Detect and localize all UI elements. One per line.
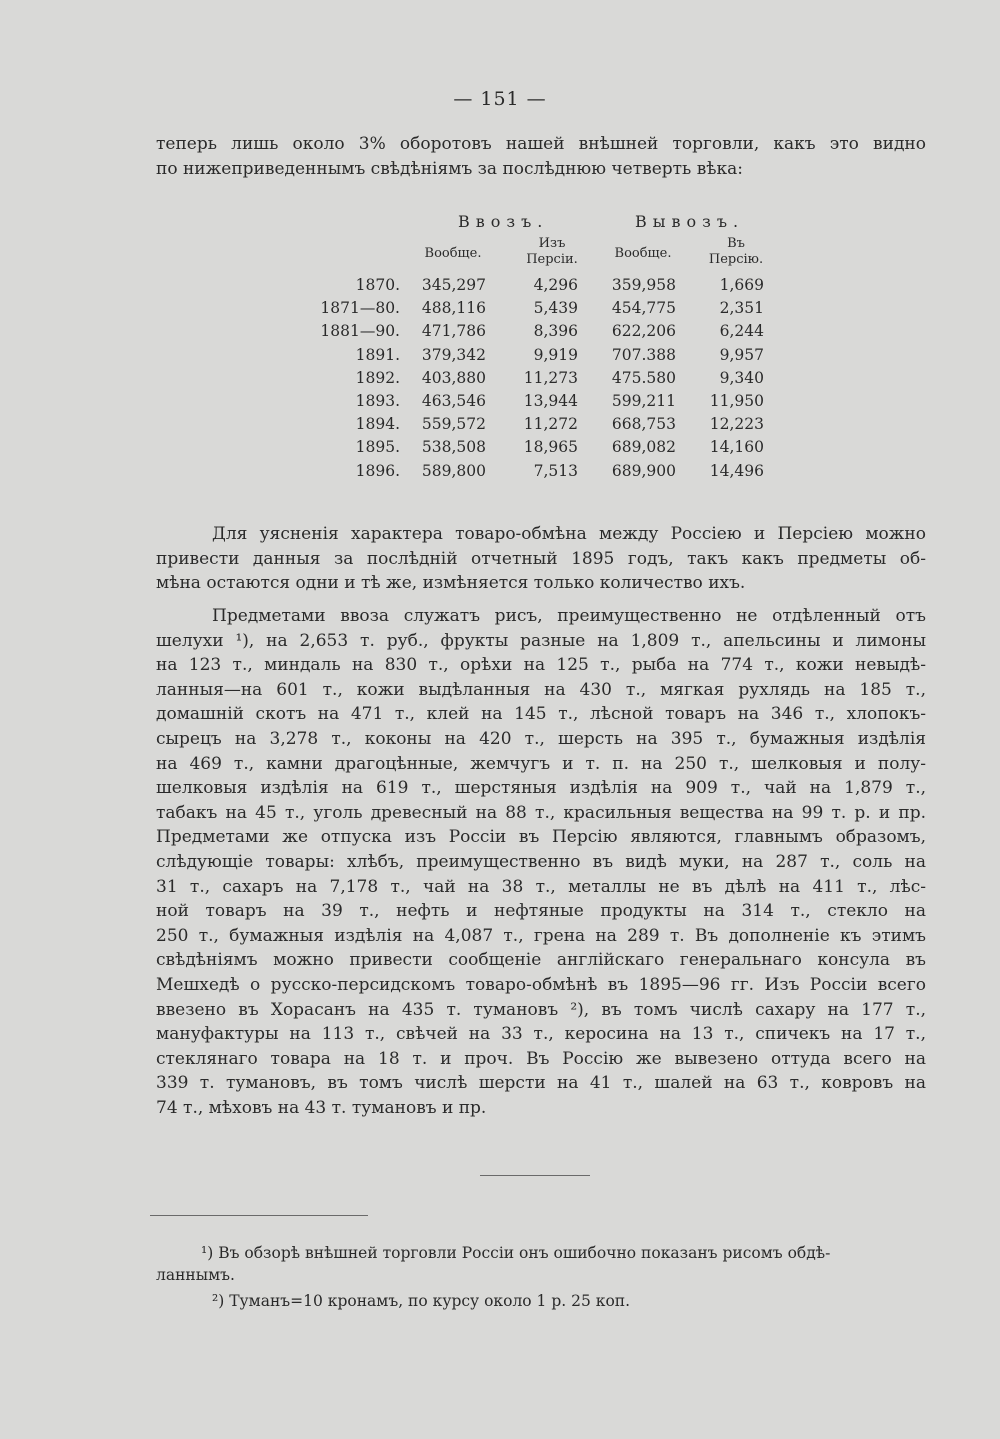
- para1-line: Для уясненія характера товаро-обмѣна между Россіею и Персіею можно: [212, 524, 926, 544]
- para2-line: мануфактуры на 113 т., свѣчей на 33 т., керосина на 13 т., спичекъ на 17 т.,: [156, 1024, 926, 1045]
- table-cell-imp-persia: 9,919: [533, 345, 578, 364]
- table-cell-imp-total: 403,880: [421, 368, 486, 387]
- table-cell-imp-total: 463,546: [421, 392, 486, 410]
- table-cell-exp-persia: 14,496: [709, 461, 764, 480]
- table-cell-exp-total: 707.388: [611, 345, 676, 364]
- table-cell-exp-persia: 14,160: [709, 438, 764, 457]
- table-row: [300, 415, 780, 437]
- paragraph-goods: [156, 604, 926, 1120]
- table-cell-year: 1894.: [355, 415, 400, 434]
- table-cell-imp-total: 559,572: [421, 415, 486, 434]
- table-cell-imp-persia: 4,296: [533, 276, 578, 294]
- table-row: [300, 276, 780, 298]
- table-cell-year: 1870.: [355, 276, 400, 294]
- para2-line: шелковыя издѣлія на 619 т., шерстяныя издѣлія на 909 т., чай на 1,879 т.,: [156, 778, 926, 799]
- table-row: [300, 462, 780, 484]
- table-row: [300, 346, 780, 368]
- table-cell-exp-total: 689,900: [611, 461, 676, 480]
- para2-line: 339 т. тумановъ, въ томъ числѣ шерсти на 41 т., шалей на 63 т., ковровъ на: [156, 1073, 926, 1094]
- table-cell-year: 1881—90.: [320, 322, 400, 341]
- para1-line: привести данныя за послѣдній отчетный 1895 годъ, такъ какъ предметы об-: [156, 548, 926, 569]
- table-cell-year: 1896.: [355, 461, 400, 480]
- table-cell-exp-total: 454,775: [611, 299, 676, 318]
- header-export-persia: Въ Персію.: [708, 236, 764, 267]
- para2-line: 250 т., бумажныя издѣлія на 4,087 т., грена на 289 т. Въ дополненіе къ этимъ: [156, 925, 926, 946]
- para1-line: мѣна остаются одни и тѣ же, измѣняется только количество ихъ.: [156, 573, 746, 594]
- para2-line: ной товаръ на 39 т., нефть и нефтяные продукты на 314 т., стекло на: [156, 901, 926, 922]
- table-row: [300, 322, 780, 344]
- table-cell-exp-persia: 1,669: [719, 276, 764, 294]
- table-cell-imp-total: 345,297: [421, 276, 486, 294]
- intro-paragraph: [156, 132, 926, 181]
- table-cell-exp-total: 599,211: [611, 392, 676, 410]
- para2-line: ланныя—на 601 т., кожи выдѣланныя на 430 т., мягкая рухлядь на 185 т.,: [156, 679, 926, 700]
- para2-line: свѣдѣніямъ можно привести сообщеніе англійскаго генеральнаго консула въ: [156, 950, 926, 971]
- table-cell-year: 1891.: [355, 345, 400, 364]
- para2-line: табакъ на 45 т., уголь древесный на 88 т., красильныя вещества на 99 т. р. и пр.: [156, 802, 926, 823]
- table-cell-exp-total: 475.580: [611, 368, 676, 387]
- table-cell-exp-total: 622,206: [611, 322, 676, 341]
- table-row: [300, 438, 780, 460]
- table-cell-year: 1893.: [355, 392, 400, 410]
- para2-line: сырецъ на 3,278 т., коконы на 420 т., шерсть на 395 т., бумажныя издѣлія: [156, 728, 926, 749]
- table-cell-exp-persia: 9,340: [719, 368, 764, 387]
- para2-line: на 123 т., миндаль на 830 т., орѣхи на 125 т., рыба на 774 т., кожи невыдѣ-: [156, 655, 926, 676]
- footnote1-line: ланнымъ.: [156, 1266, 235, 1284]
- table-cell-imp-total: 538,508: [421, 438, 486, 457]
- footnote1-line: ¹) Въ обзорѣ внѣшней торговли Россіи онъ ошибочно показанъ рисомъ обдѣ-: [201, 1244, 831, 1262]
- table-cell-exp-total: 359,958: [611, 276, 676, 294]
- table-cell-year: 1871—80.: [320, 299, 400, 318]
- table-row: [300, 299, 780, 321]
- table-cell-imp-persia: 13,944: [523, 392, 578, 410]
- para2-line: 31 т., сахаръ на 7,178 т., чай на 38 т., металлы не въ дѣлѣ на 411 т., лѣс-: [156, 876, 926, 897]
- para2-line: Предметами ввоза служатъ рисъ, преимущественно не отдѣленный отъ: [212, 606, 926, 626]
- table-cell-imp-persia: 5,439: [533, 299, 578, 318]
- table-cell-exp-persia: 11,950: [709, 392, 764, 410]
- para2-line: домашній скотъ на 471 т., клей на 145 т., лѣсной товаръ на 346 т., хлопокъ-: [156, 704, 926, 725]
- header-import-total: Вообще.: [424, 246, 482, 261]
- para2-line: стеклянаго товара на 18 т. и проч. Въ Россію же вывезено оттуда всего на: [156, 1048, 926, 1069]
- table-cell-exp-total: 668,753: [611, 415, 676, 434]
- header-import-persia: Изъ Персіи.: [526, 236, 578, 267]
- header-import: Ввозъ.: [458, 212, 549, 231]
- table-cell-imp-persia: 11,273: [523, 368, 578, 387]
- para2-line: слѣдующіе товары: хлѣбъ, преимущественно въ видѣ муки, на 287 т., соль на: [156, 851, 926, 872]
- intro-line: теперь лишь около 3% оборотовъ нашей внѣшней торговли, какъ это видно: [156, 134, 926, 154]
- table-cell-exp-persia: 9,957: [719, 345, 764, 364]
- table-cell-year: 1892.: [355, 368, 400, 387]
- para2-line: ввезено въ Хорасанъ на 435 т. тумановъ ²), въ томъ числѣ сахару на 177 т.,: [156, 999, 926, 1020]
- table-cell-imp-persia: 8,396: [533, 322, 578, 341]
- table-cell-imp-persia: 18,965: [523, 438, 578, 457]
- table-cell-imp-total: 471,786: [421, 322, 486, 341]
- para2-line: шелухи ¹), на 2,653 т. руб., фрукты разные на 1,809 т., апельсины и лимоны: [156, 630, 926, 651]
- table-cell-year: 1895.: [355, 438, 400, 457]
- table-cell-imp-total: 379,342: [421, 345, 486, 364]
- section-rule: [480, 1175, 590, 1176]
- table-cell-imp-persia: 7,513: [533, 461, 578, 480]
- table-cell-imp-persia: 11,272: [523, 415, 578, 434]
- table-cell-imp-total: 589,800: [421, 461, 486, 480]
- paragraph-exchange: [156, 522, 926, 596]
- table-cell-exp-persia: 6,244: [719, 322, 764, 341]
- footnote-1: [156, 1242, 926, 1286]
- page-number: — 151 —: [453, 88, 547, 110]
- intro-line: по нижеприведеннымъ свѣдѣніямъ за послѣднюю четверть вѣка:: [156, 158, 744, 179]
- header-export-total: Вообще.: [614, 246, 672, 261]
- table-cell-exp-persia: 2,351: [719, 299, 764, 318]
- table-cell-exp-persia: 12,223: [709, 415, 764, 434]
- table-cell-exp-total: 689,082: [611, 438, 676, 457]
- table-row: [300, 369, 780, 391]
- header-export: Вывозъ.: [635, 212, 745, 231]
- table-row: [300, 392, 780, 414]
- para2-line: на 469 т., камни драгоцѣнные, жемчугъ и т. п. на 250 т., шелковыя и полу-: [156, 753, 926, 774]
- para2-line: Предметами же отпуска изъ Россіи въ Персію являются, главнымъ образомъ,: [156, 827, 926, 848]
- footnote-rule: [150, 1215, 368, 1216]
- table-cell-imp-total: 488,116: [421, 299, 486, 318]
- footnote-2: ²) Туманъ=10 кронамъ, по курсу около 1 р. 25 коп.: [212, 1292, 631, 1310]
- para2-line: 74 т., мѣховъ на 43 т. тумановъ и пр.: [156, 1097, 487, 1118]
- para2-line: Мешхедѣ о русско-персидскомъ товаро-обмѣнѣ въ 1895—96 гг. Изъ Россіи всего: [156, 974, 926, 995]
